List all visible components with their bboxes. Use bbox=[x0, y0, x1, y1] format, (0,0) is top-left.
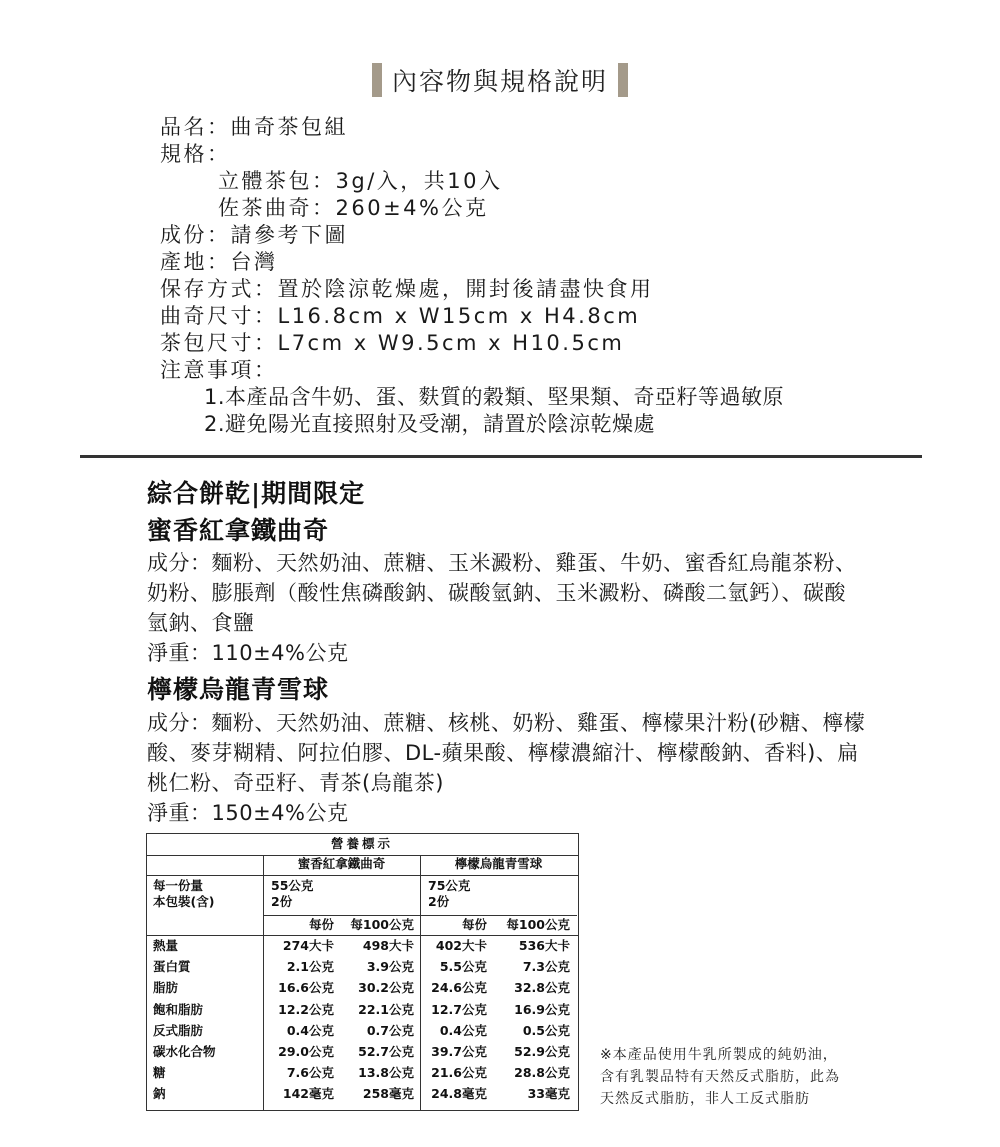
dairy-note bbox=[600, 1044, 840, 1110]
row-b-per-serving: 24.8毫克 bbox=[431, 1086, 487, 1102]
row-a-per-100: 13.8公克 bbox=[358, 1065, 414, 1081]
product-1-ing-line-3: 氫鈉、食鹽 bbox=[147, 611, 255, 635]
row-a-per-100: 0.7公克 bbox=[366, 1022, 414, 1038]
row-b-per-serving: 12.7公克 bbox=[431, 1001, 487, 1017]
row-label: 飽和脂肪 bbox=[153, 1001, 204, 1017]
row-b-per-100: 28.8公克 bbox=[514, 1065, 570, 1081]
row-a-per-serving: 142毫克 bbox=[282, 1086, 334, 1102]
product-2-ing-line-3: 桃仁粉、奇亞籽、青茶(烏龍茶) bbox=[147, 771, 444, 795]
header-bar-left bbox=[372, 63, 382, 97]
section-title: 綜合餅乾|期間限定 bbox=[147, 479, 366, 508]
nutrition-table bbox=[146, 833, 579, 1111]
notice-2: 2.避免陽光直接照射及受潮，請置於陰涼乾燥處 bbox=[204, 412, 656, 436]
row-a-per-100: 258毫克 bbox=[362, 1086, 414, 1102]
product-1-ingredients bbox=[147, 548, 917, 668]
row-label: 糖 bbox=[153, 1065, 166, 1081]
product-2-name: 檸檬烏龍青雪球 bbox=[147, 675, 330, 704]
row-label: 反式脂肪 bbox=[153, 1022, 204, 1038]
b-serving: 75公克 bbox=[428, 878, 471, 893]
notice-label: 注意事項： bbox=[160, 358, 278, 382]
product-name: 品名：曲奇茶包組 bbox=[160, 115, 348, 139]
row-a-per-serving: 16.6公克 bbox=[278, 980, 334, 996]
note-line-3: 天然反式脂肪，非人工反式脂肪 bbox=[600, 1091, 810, 1107]
row-b-per-100: 536大卡 bbox=[518, 938, 570, 953]
row-b-per-100: 0.5公克 bbox=[522, 1022, 570, 1038]
row-b-per-serving: 5.5公克 bbox=[439, 959, 487, 975]
row-a-per-100: 3.9公克 bbox=[366, 959, 414, 975]
table-rule bbox=[147, 875, 578, 876]
row-b-per-100: 33毫克 bbox=[527, 1086, 570, 1102]
row-a-per-serving: 0.4公克 bbox=[286, 1022, 334, 1038]
table-rule bbox=[263, 855, 264, 1110]
product-2-weight: 淨重：150±4%公克 bbox=[147, 801, 349, 825]
row-a-per-100: 30.2公克 bbox=[358, 980, 414, 996]
product-1-weight: 淨重：110±4%公克 bbox=[147, 641, 349, 665]
a-per-100-header: 每100公克 bbox=[350, 917, 414, 932]
row-label: 脂肪 bbox=[153, 980, 179, 996]
origin: 產地：台灣 bbox=[160, 250, 278, 274]
row-label: 蛋白質 bbox=[153, 959, 191, 975]
row-label: 鈉 bbox=[153, 1086, 166, 1102]
storage: 保存方式：置於陰涼乾燥處，開封後請盡快食用 bbox=[160, 277, 654, 301]
row-b-per-serving: 21.6公克 bbox=[431, 1065, 487, 1081]
row-b-per-100: 32.8公克 bbox=[514, 980, 570, 996]
row-a-per-100: 52.7公克 bbox=[358, 1044, 414, 1059]
row-label: 熱量 bbox=[153, 938, 179, 953]
b-per-100-header: 每100公克 bbox=[506, 917, 570, 932]
notice-1: 1.本產品含牛奶、蛋、麩質的穀類、堅果類、奇亞籽等過敏原 bbox=[204, 385, 785, 409]
product-2-ingredients bbox=[147, 708, 917, 828]
product-2-ing-line-1: 成分：麵粉、天然奶油、蔗糖、核桃、奶粉、雞蛋、檸檬果汁粉(砂糖、檸檬 bbox=[147, 711, 866, 735]
row-b-per-serving: 0.4公克 bbox=[439, 1022, 487, 1038]
a-servings: 2份 bbox=[271, 894, 293, 909]
row-b-per-100: 16.9公克 bbox=[514, 1001, 570, 1017]
row-label: 碳水化合物 bbox=[153, 1044, 216, 1059]
row-a-per-serving: 274大卡 bbox=[282, 938, 334, 953]
row-b-per-serving: 39.7公克 bbox=[431, 1044, 487, 1059]
product-1-ing-line-1: 成分：麵粉、天然奶油、蔗糖、玉米澱粉、雞蛋、牛奶、蜜香紅烏龍茶粉、 bbox=[147, 551, 857, 575]
row-b-per-100: 52.9公克 bbox=[514, 1044, 570, 1059]
row-b-per-100: 7.3公克 bbox=[522, 959, 570, 975]
servings-label: 本包裝(含) bbox=[153, 894, 215, 909]
col-header-b: 檸檬烏龍青雪球 bbox=[454, 856, 543, 871]
note-line-2: 含有乳製品特有天然反式脂肪，此為 bbox=[600, 1069, 840, 1085]
table-rule bbox=[147, 935, 578, 936]
tea-size: 茶包尺寸：L7cm x W9.5cm x H10.5cm bbox=[160, 331, 625, 355]
a-serving: 55公克 bbox=[271, 878, 314, 893]
spec-cookie: 佐茶曲奇：260±4%公克 bbox=[218, 196, 489, 220]
col-header-a: 蜜香紅拿鐵曲奇 bbox=[297, 856, 386, 871]
table-rule bbox=[420, 855, 421, 1110]
row-a-per-serving: 12.2公克 bbox=[278, 1001, 334, 1017]
row-a-per-100: 22.1公克 bbox=[358, 1001, 414, 1017]
row-b-per-serving: 402大卡 bbox=[435, 938, 487, 953]
product-2-ing-line-2: 酸、麥芽糊精、阿拉伯膠、DL-蘋果酸、檸檬濃縮汁、檸檬酸鈉、香料)、扁 bbox=[147, 741, 859, 765]
b-servings: 2份 bbox=[428, 894, 450, 909]
b-per-serving-header: 每份 bbox=[461, 917, 487, 932]
row-a-per-serving: 7.6公克 bbox=[286, 1065, 334, 1081]
serving-label: 每一份量 bbox=[153, 878, 204, 893]
a-per-serving-header: 每份 bbox=[308, 917, 334, 932]
row-a-per-serving: 2.1公克 bbox=[286, 959, 334, 975]
row-a-per-serving: 29.0公克 bbox=[278, 1044, 334, 1059]
section-header bbox=[0, 60, 1000, 100]
page-title: 內容物與規格說明 bbox=[391, 67, 608, 96]
header-bar-right bbox=[618, 63, 628, 97]
row-b-per-serving: 24.6公克 bbox=[431, 980, 487, 996]
spec-label: 規格： bbox=[160, 142, 231, 166]
nutrition-title: 營養標示 bbox=[330, 836, 393, 851]
ingredients-ref: 成份：請參考下圖 bbox=[160, 223, 348, 247]
note-line-1: ※本產品使用牛乳所製成的純奶油， bbox=[600, 1047, 838, 1063]
product-1-name: 蜜香紅拿鐵曲奇 bbox=[147, 516, 330, 545]
divider bbox=[80, 455, 922, 458]
spec-list bbox=[160, 114, 920, 438]
row-a-per-100: 498大卡 bbox=[362, 938, 414, 953]
product-1-ing-line-2: 奶粉、膨脹劑（酸性焦磷酸鈉、碳酸氫鈉、玉米澱粉、磷酸二氫鈣）、碳酸 bbox=[147, 581, 846, 605]
cookie-size: 曲奇尺寸：L16.8cm x W15cm x H4.8cm bbox=[160, 304, 641, 328]
spec-tea: 立體茶包：3g/入，共10入 bbox=[218, 169, 503, 193]
